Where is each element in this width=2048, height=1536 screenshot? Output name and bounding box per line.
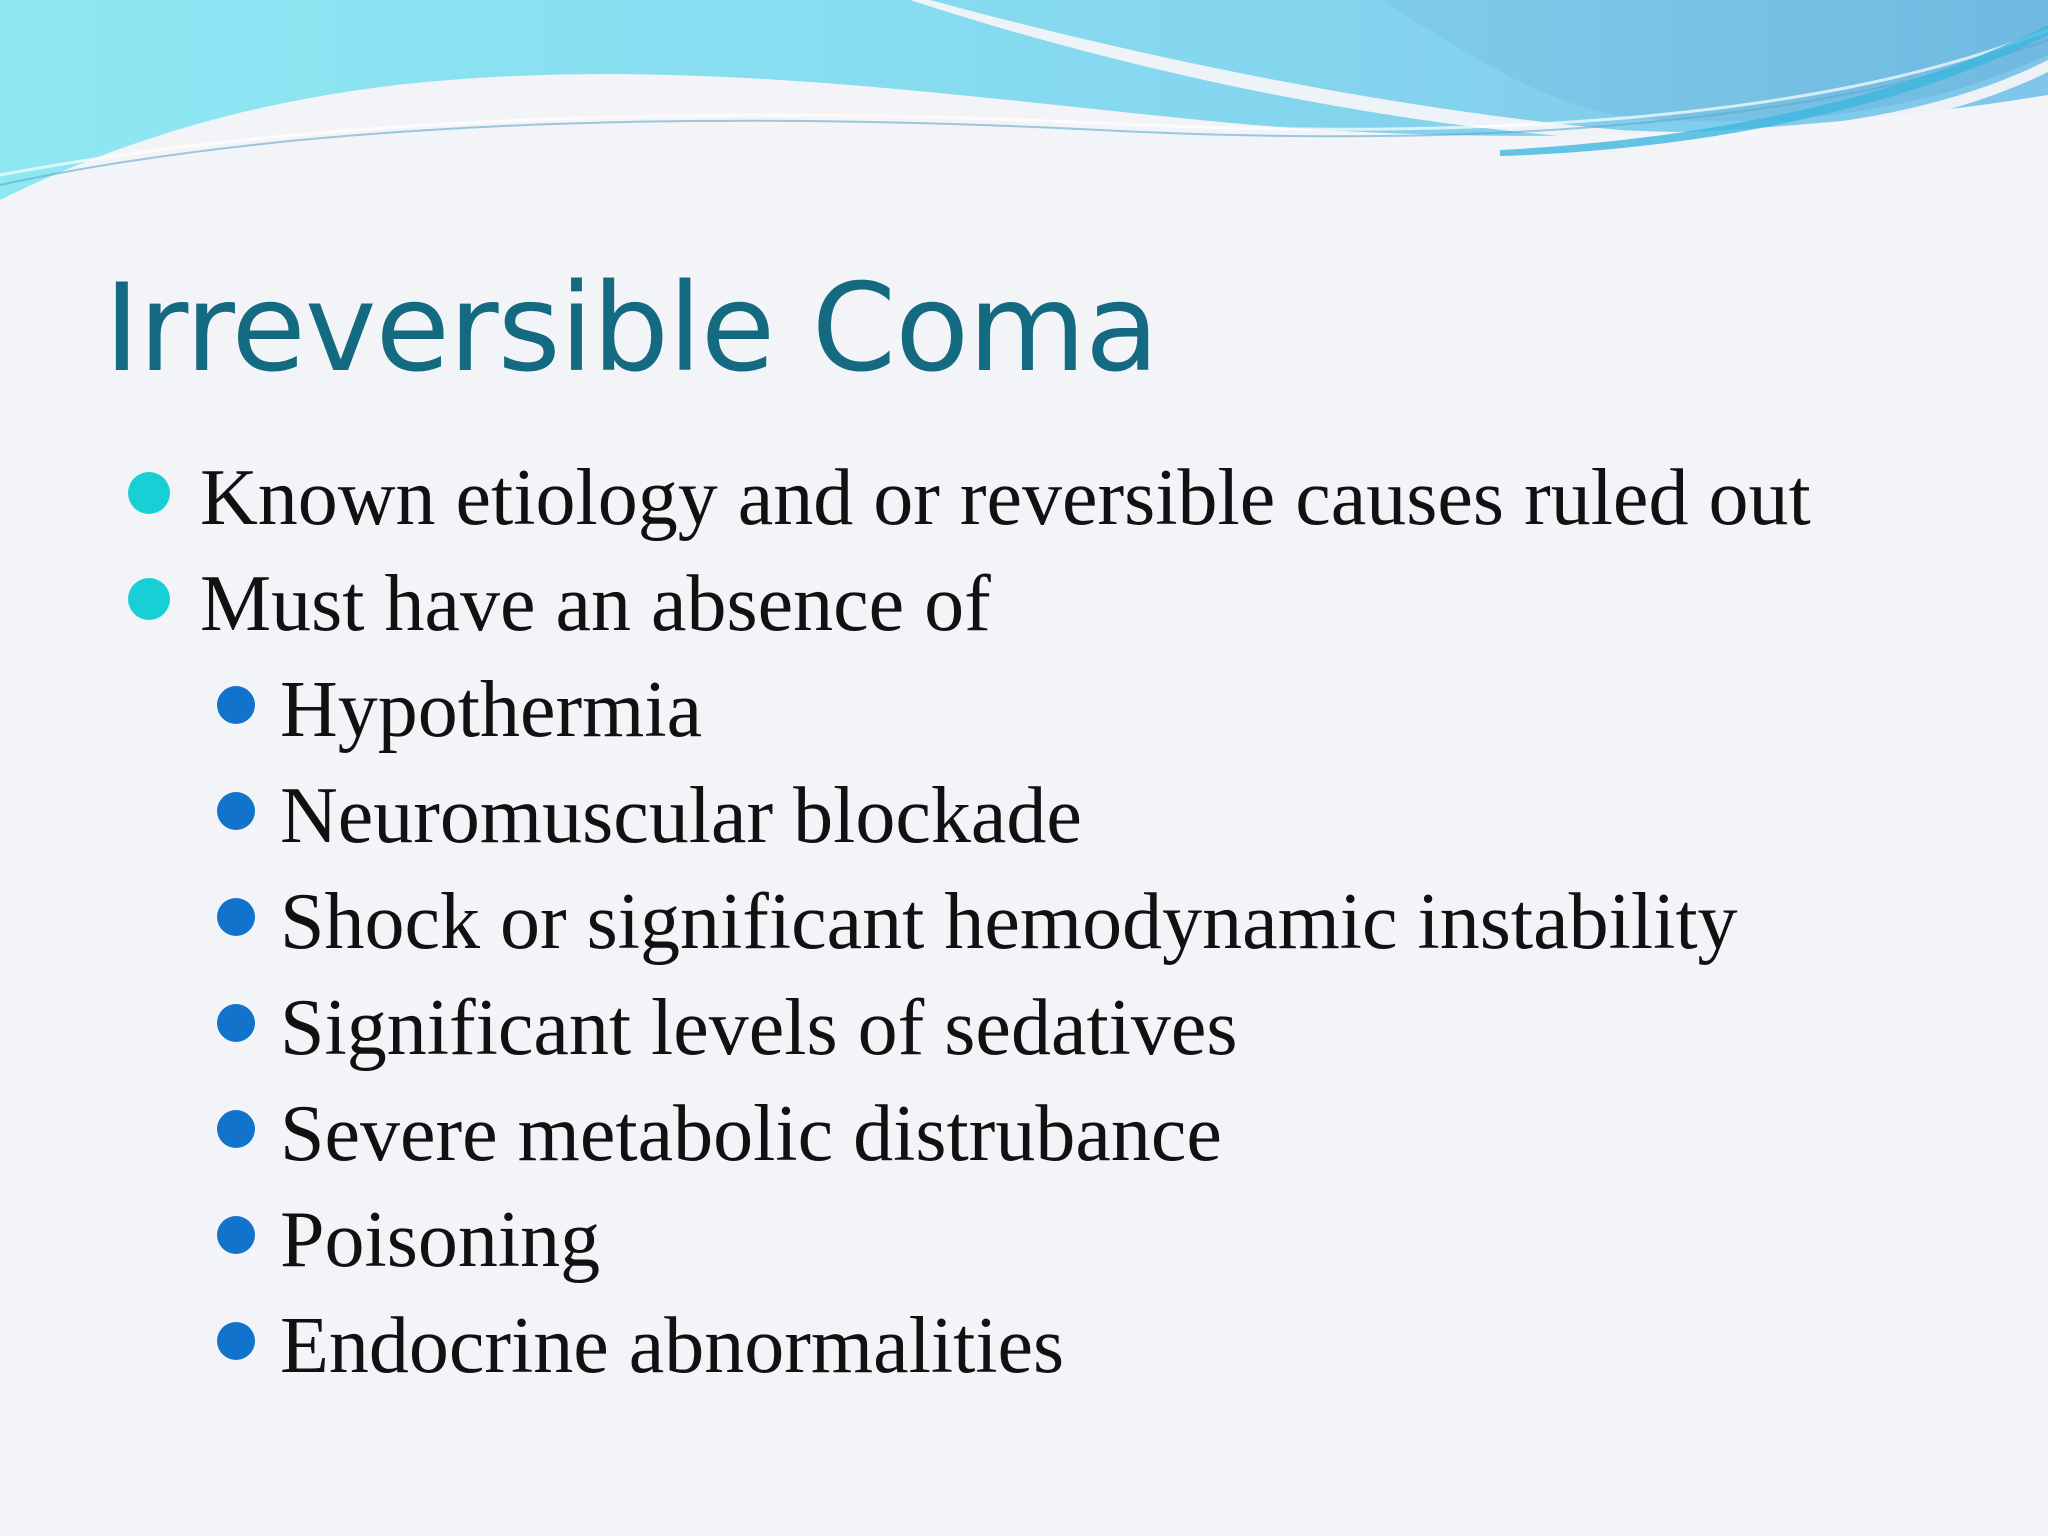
bullet-item	[200, 448, 1811, 548]
sub-bullet-item	[280, 766, 1082, 866]
sub-bullet-text: Severe metabolic distrubance	[280, 1090, 1222, 1178]
sub-bullet-dot-icon	[217, 1004, 255, 1042]
sub-bullet-dot-icon	[217, 1322, 255, 1360]
sub-bullet-item	[280, 1190, 600, 1290]
sub-bullet-text: Poisoning	[280, 1196, 601, 1284]
sub-bullet-item	[280, 1084, 1222, 1184]
sub-bullet-dot-icon	[217, 792, 255, 830]
bullet-text: Must have an absence of	[200, 560, 991, 648]
sub-bullet-dot-icon	[217, 686, 255, 724]
sub-bullet-dot-icon	[217, 898, 255, 936]
bullet-item	[200, 554, 991, 654]
sub-bullet-item	[280, 872, 1738, 972]
sub-bullet-text: Hypothermia	[280, 666, 703, 754]
bullet-text: Known etiology and or reversible causes ruled out	[200, 454, 1811, 542]
sub-bullet-item	[280, 660, 702, 760]
sub-bullet-text: Neuromuscular blockade	[280, 772, 1082, 860]
bullet-dot-icon	[128, 472, 170, 514]
sub-bullet-text: Significant levels of sedatives	[280, 984, 1238, 1072]
sub-bullet-dot-icon	[217, 1216, 255, 1254]
sub-bullet-item	[280, 978, 1238, 1078]
sub-bullet-item	[280, 1296, 1064, 1396]
bullet-dot-icon	[128, 578, 170, 620]
sub-bullet-dot-icon	[217, 1110, 255, 1148]
sub-bullet-text: Shock or significant hemodynamic instability	[280, 878, 1738, 966]
slide-title: Irreversible Coma	[104, 258, 1159, 399]
sub-bullet-text: Endocrine abnormalities	[280, 1302, 1065, 1390]
